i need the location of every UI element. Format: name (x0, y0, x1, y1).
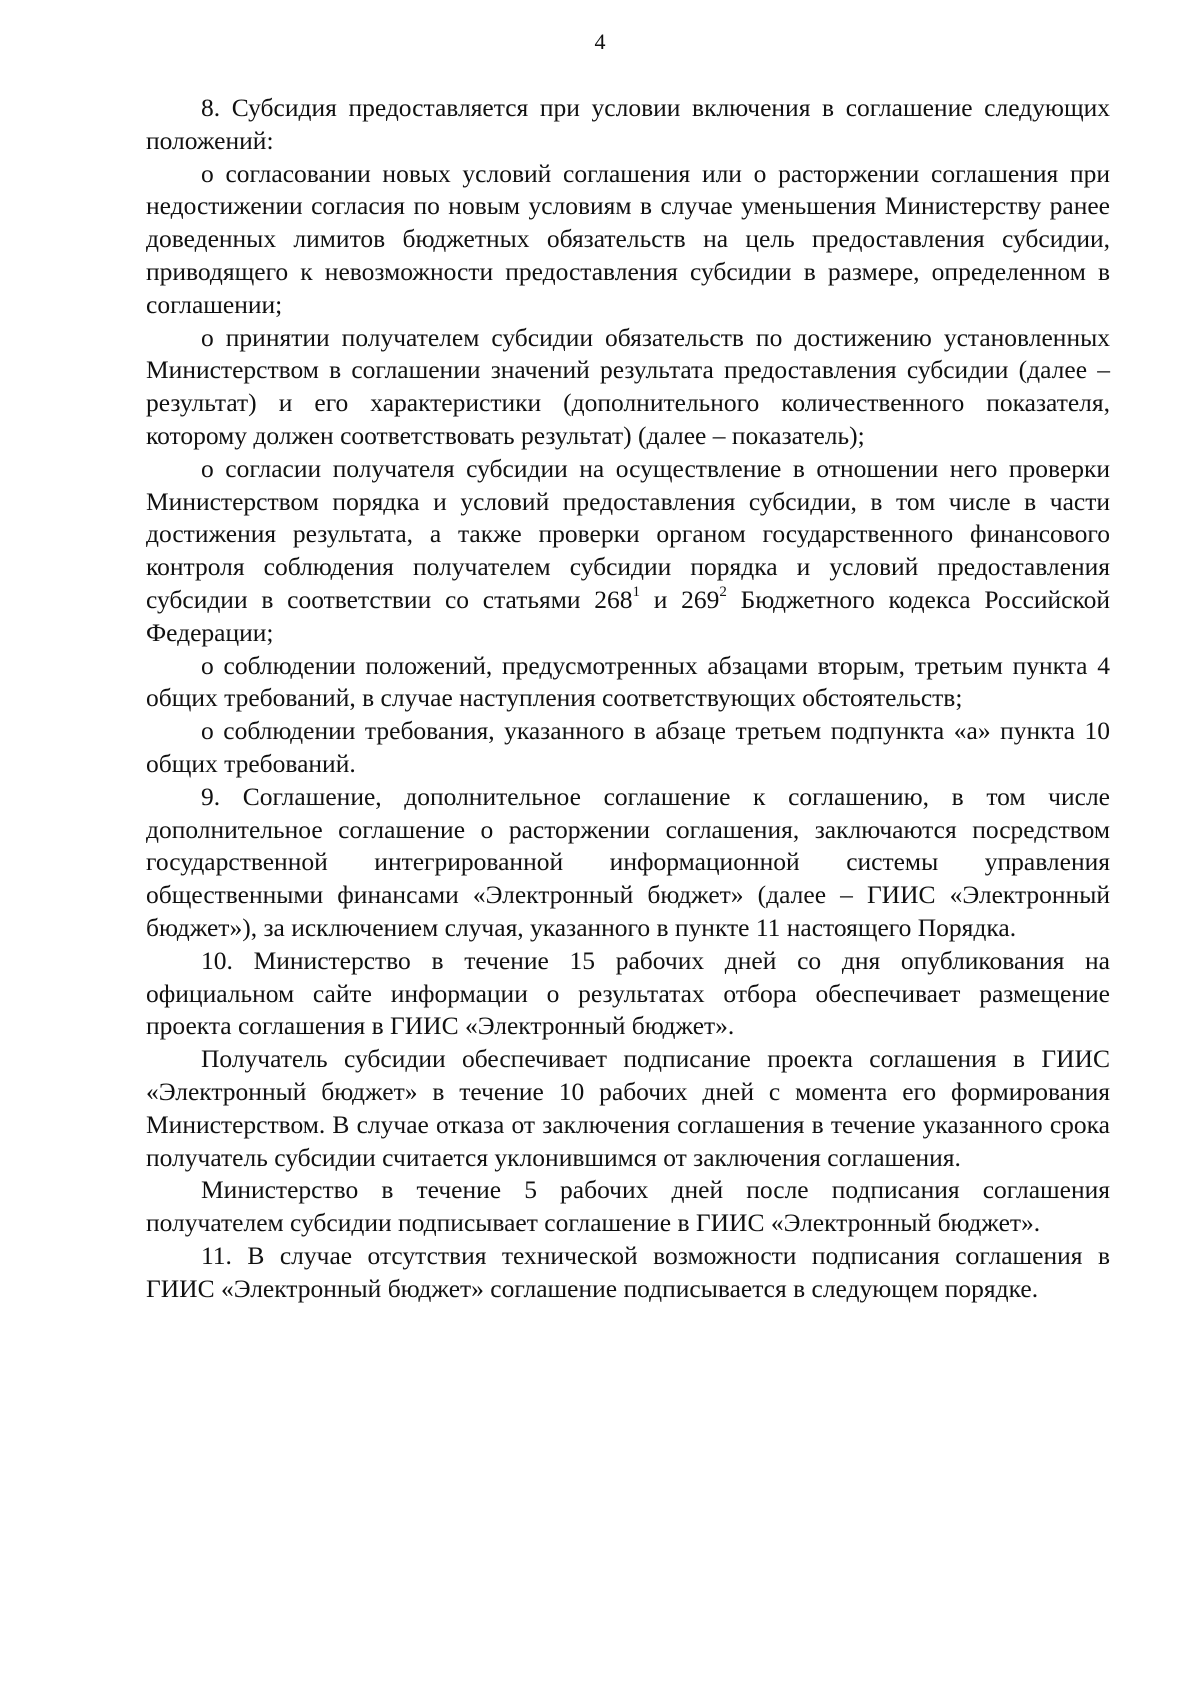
document-body (146, 92, 1110, 1305)
paragraph-8: 8. Субсидия предоставляется при условии включения в соглашение следующих положений: (146, 93, 1110, 155)
paragraph-8-item-provisions: о соблюдении положений, предусмотренных абзацами вторым, третьим пункта 4 общих требований, в случае наступления соответствующих обстоятельств; (146, 650, 1110, 713)
superscript-1: 1 (632, 584, 640, 601)
paragraph-8-item-requirement: о соблюдении требования, указанного в абзаце третьем подпункта «а» пункта 10 общих требований. (146, 716, 1110, 778)
superscript-2: 2 (719, 584, 727, 601)
paragraph-8-item-obligations: о принятии получателем субсидии обязательств по достижению установленных Министерством в соглашении значений результата предоставления субсидии (далее – результат) и его характеристики (дополнительного количественного показателя, которому должен соответствовать результат) (далее – показатель); (146, 322, 1110, 450)
paragraph-10-recipient-signing: Получатель субсидии обеспечивает подписание проекта соглашения в ГИИС «Электронный бюджет» в течение 10 рабочих дней с момента его формирования Министерством. В случае отказа от заключения соглашения в течение указанного срока получатель субсидии считается уклонившимся от заключения соглашения. (146, 1044, 1110, 1172)
inspection-consent-and: и 269 (640, 584, 720, 614)
paragraph-10: 10. Министерство в течение 15 рабочих дней со дня опубликования на официальном сайте информации о результатах отбора обеспечивает размещение проекта соглашения в ГИИС «Электронный бюджет». (146, 945, 1110, 1041)
paragraph-10-ministry-signing: Министерство в течение 5 рабочих дней после подписания соглашения получателем субсидии подписывает соглашение в ГИИС «Электронный бюджет». (146, 1175, 1110, 1238)
inspection-consent-code: Бюджетного кодекса Российской Федерации; (146, 584, 1110, 647)
paragraph-8-item-agreement-terms: о согласовании новых условий соглашения или о расторжении соглашения при недостижении согласия по новым условиям в случае уменьшения Министерству ранее доведенных лимитов бюджетных обязательств на цель предоставления субсидии, приводящего к невозможности предоставления субсидии в размере, определенном в соглашении; (146, 158, 1110, 319)
paragraph-11: 11. В случае отсутствия технической возможности подписания соглашения в ГИИС «Электронный бюджет» соглашение подписывается в следующем порядке. (146, 1240, 1110, 1303)
paragraph-8-item-inspection-consent (146, 453, 1110, 650)
paragraph-9: 9. Соглашение, дополнительное соглашение к соглашению, в том числе дополнительное соглашение о расторжении соглашения, заключаются посредством государственной интегрированной информационной системы управления общественными финансами «Электронный бюджет» (далее – ГИИС «Электронный бюджет»), за исключением случая, указанного в пункте 11 настоящего Порядка. (146, 781, 1110, 942)
inspection-consent-text: о согласии получателя субсидии на осуществление в отношении него проверки Министерством порядка и условий предоставления субсидии, в том числе в части достижения результата, а также проверки органом государственного финансового контроля соблюдения получателем субсидии порядка и условий предоставления субсидии в соответствии со статьями 268 (146, 453, 1110, 614)
page-number: 4 (594, 29, 606, 54)
